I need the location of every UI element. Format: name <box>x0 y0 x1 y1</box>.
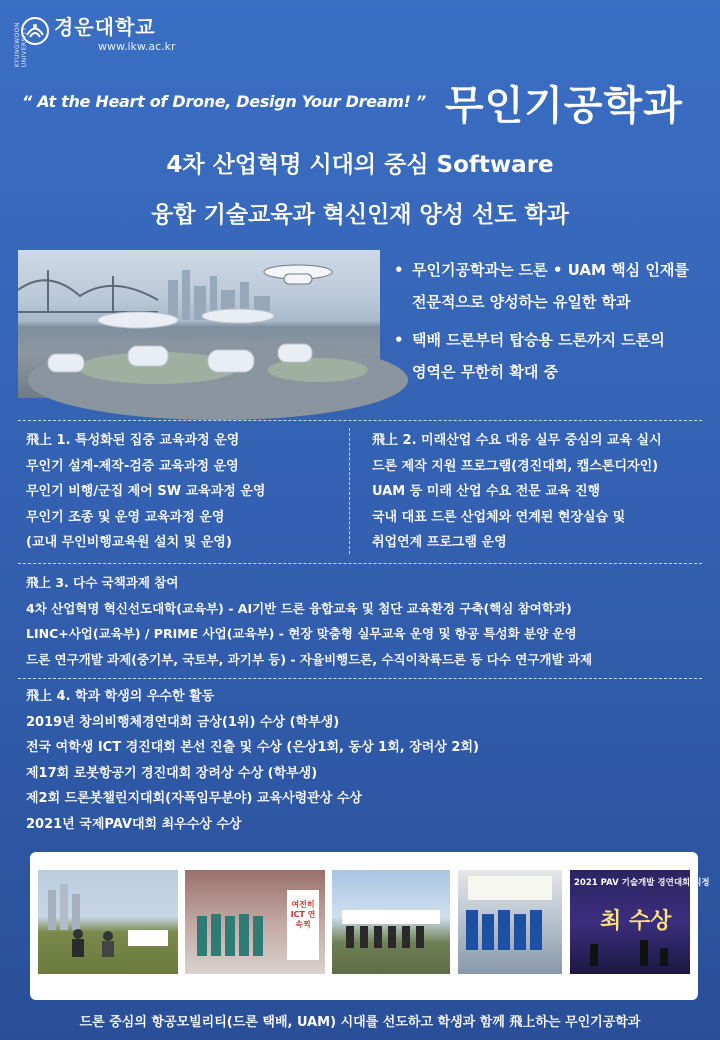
section-1-line: (교내 무인비행교육원 설치 및 운영) <box>26 535 232 550</box>
bullet-item: • 택배 드론부터 탑승용 드론까지 드론의 영역은 무한히 확대 중 <box>390 324 710 388</box>
photo-award-text: 최 수상 <box>600 909 672 934</box>
department-title: 무인기공학과 <box>445 83 683 129</box>
divider-vertical <box>349 428 350 554</box>
bullet-line: 전문적으로 양성하는 유일한 학과 <box>412 293 631 311</box>
activity-photo-gallery <box>30 852 710 1000</box>
section-1-line: 무인기 설계-제작-검증 교육과정 운영 <box>26 458 239 474</box>
footer-slogan: 드론 중심의 항공모빌리티(드론 택배, UAM) 시대를 선도하고 학생과 함께 飛上하는 무인기공학과 <box>79 1015 641 1030</box>
section-4 <box>26 684 479 837</box>
divider <box>18 563 702 564</box>
section-2-line: UAM 등 미래 산업 수요 전문 교육 진행 <box>372 484 601 499</box>
section-4-line: 2019년 창의비행체경연대회 금상(1위) 수상 (학부생) <box>26 714 340 730</box>
logo-url[interactable]: www.ikw.ac.kr <box>98 40 176 53</box>
photo-banner: 2021 PAV 기술개발 경연대회 지정 <box>574 878 710 888</box>
divider <box>18 420 702 421</box>
gallery-photo-field <box>38 870 178 974</box>
section-2-line: 국내 대표 드론 산업체와 연계된 현장실습 및 <box>372 509 626 525</box>
headline-line-1: 4차 산업혁명 시대의 중심 Software <box>166 152 554 178</box>
section-3 <box>26 570 592 672</box>
section-4-line: 제2회 드론봇챌린지대회(자폭임무분야) 교육사령관상 수상 <box>26 791 362 806</box>
bullet-line: 영역은 무한히 확대 중 <box>412 363 559 381</box>
drone-city-illustration <box>18 250 380 398</box>
logo-vertical-text: KYUNGWOON UNIVERSITY <box>14 22 28 68</box>
bullet-item: • 무인기공학과는 드론 • UAM 핵심 인재를 전문적으로 양성하는 유일한 학과 <box>390 254 710 318</box>
photo-banner: 여전히 ICT 연속찍 <box>290 900 316 929</box>
headline-line-2: 융합 기술교육과 혁신인재 양성 선도 학과 <box>151 202 569 228</box>
gallery-photo-contest <box>458 870 562 974</box>
section-1-line: 무인기 조종 및 운영 교육과정 운영 <box>26 509 225 525</box>
section-1 <box>26 428 265 556</box>
university-emblem-icon <box>20 16 50 46</box>
section-2-line: 취업연계 프로그램 운영 <box>372 535 507 550</box>
section-2-line: 드론 제작 지원 프로그램(경진대회, 캡스톤디자인) <box>372 458 659 474</box>
section-4-line: 전국 여학생 ICT 경진대회 본선 진출 및 수상 (은상1회, 동상 1회, 장려상 2회) <box>26 740 479 755</box>
gallery-photo-team <box>332 870 450 974</box>
slogan: “ At the Heart of Drone, Design Your Dream! ” <box>22 92 426 111</box>
section-4-line: 2021년 국제PAV대회 최우수상 수상 <box>26 816 242 832</box>
section-4-line: 제17회 로봇항공기 경진대회 장려상 수상 (학부생) <box>26 765 318 781</box>
highlight-bullets <box>390 254 710 388</box>
bullet-line: 무인기공학과는 드론 • UAM 핵심 인재를 <box>412 261 689 279</box>
section-2 <box>372 428 662 556</box>
section-1-line: 무인기 비행/군집 제어 SW 교육과정 운영 <box>26 484 266 499</box>
logo-name: 경운대학교 <box>54 15 156 39</box>
section-3-line: 드론 연구개발 과제(중기부, 국토부, 과기부 등) - 자율비행드론, 수직이착륙드론 등 다수 연구개발 과제 <box>26 651 593 667</box>
gallery-photo-pav-award <box>570 870 710 974</box>
section-4-title: 飛上 4. 학과 학생의 우수한 활동 <box>26 689 215 704</box>
section-3-title: 飛上 3. 다수 국책과제 참여 <box>26 575 179 590</box>
bullet-line: 택배 드론부터 탑승용 드론까지 드론의 <box>412 331 665 349</box>
section-2-title: 飛上 2. 미래산업 수요 대응 실무 중심의 교육 실시 <box>372 433 662 448</box>
gallery-photo-ict <box>185 870 325 974</box>
divider <box>18 678 702 679</box>
university-logo[interactable] <box>14 15 176 68</box>
section-3-line: LINC+사업(교육부) / PRIME 사업(교육부) - 현장 맞춤형 실무교육 운영 및 항공 특성화 분양 운영 <box>26 626 577 641</box>
section-1-title: 飛上 1. 특성화된 집중 교육과정 운영 <box>26 433 240 448</box>
section-3-line: 4차 산업혁명 혁신선도대학(교육부) - AI기반 드론 융합교육 및 첨단 교육환경 구축(핵심 참여학과) <box>26 600 572 616</box>
